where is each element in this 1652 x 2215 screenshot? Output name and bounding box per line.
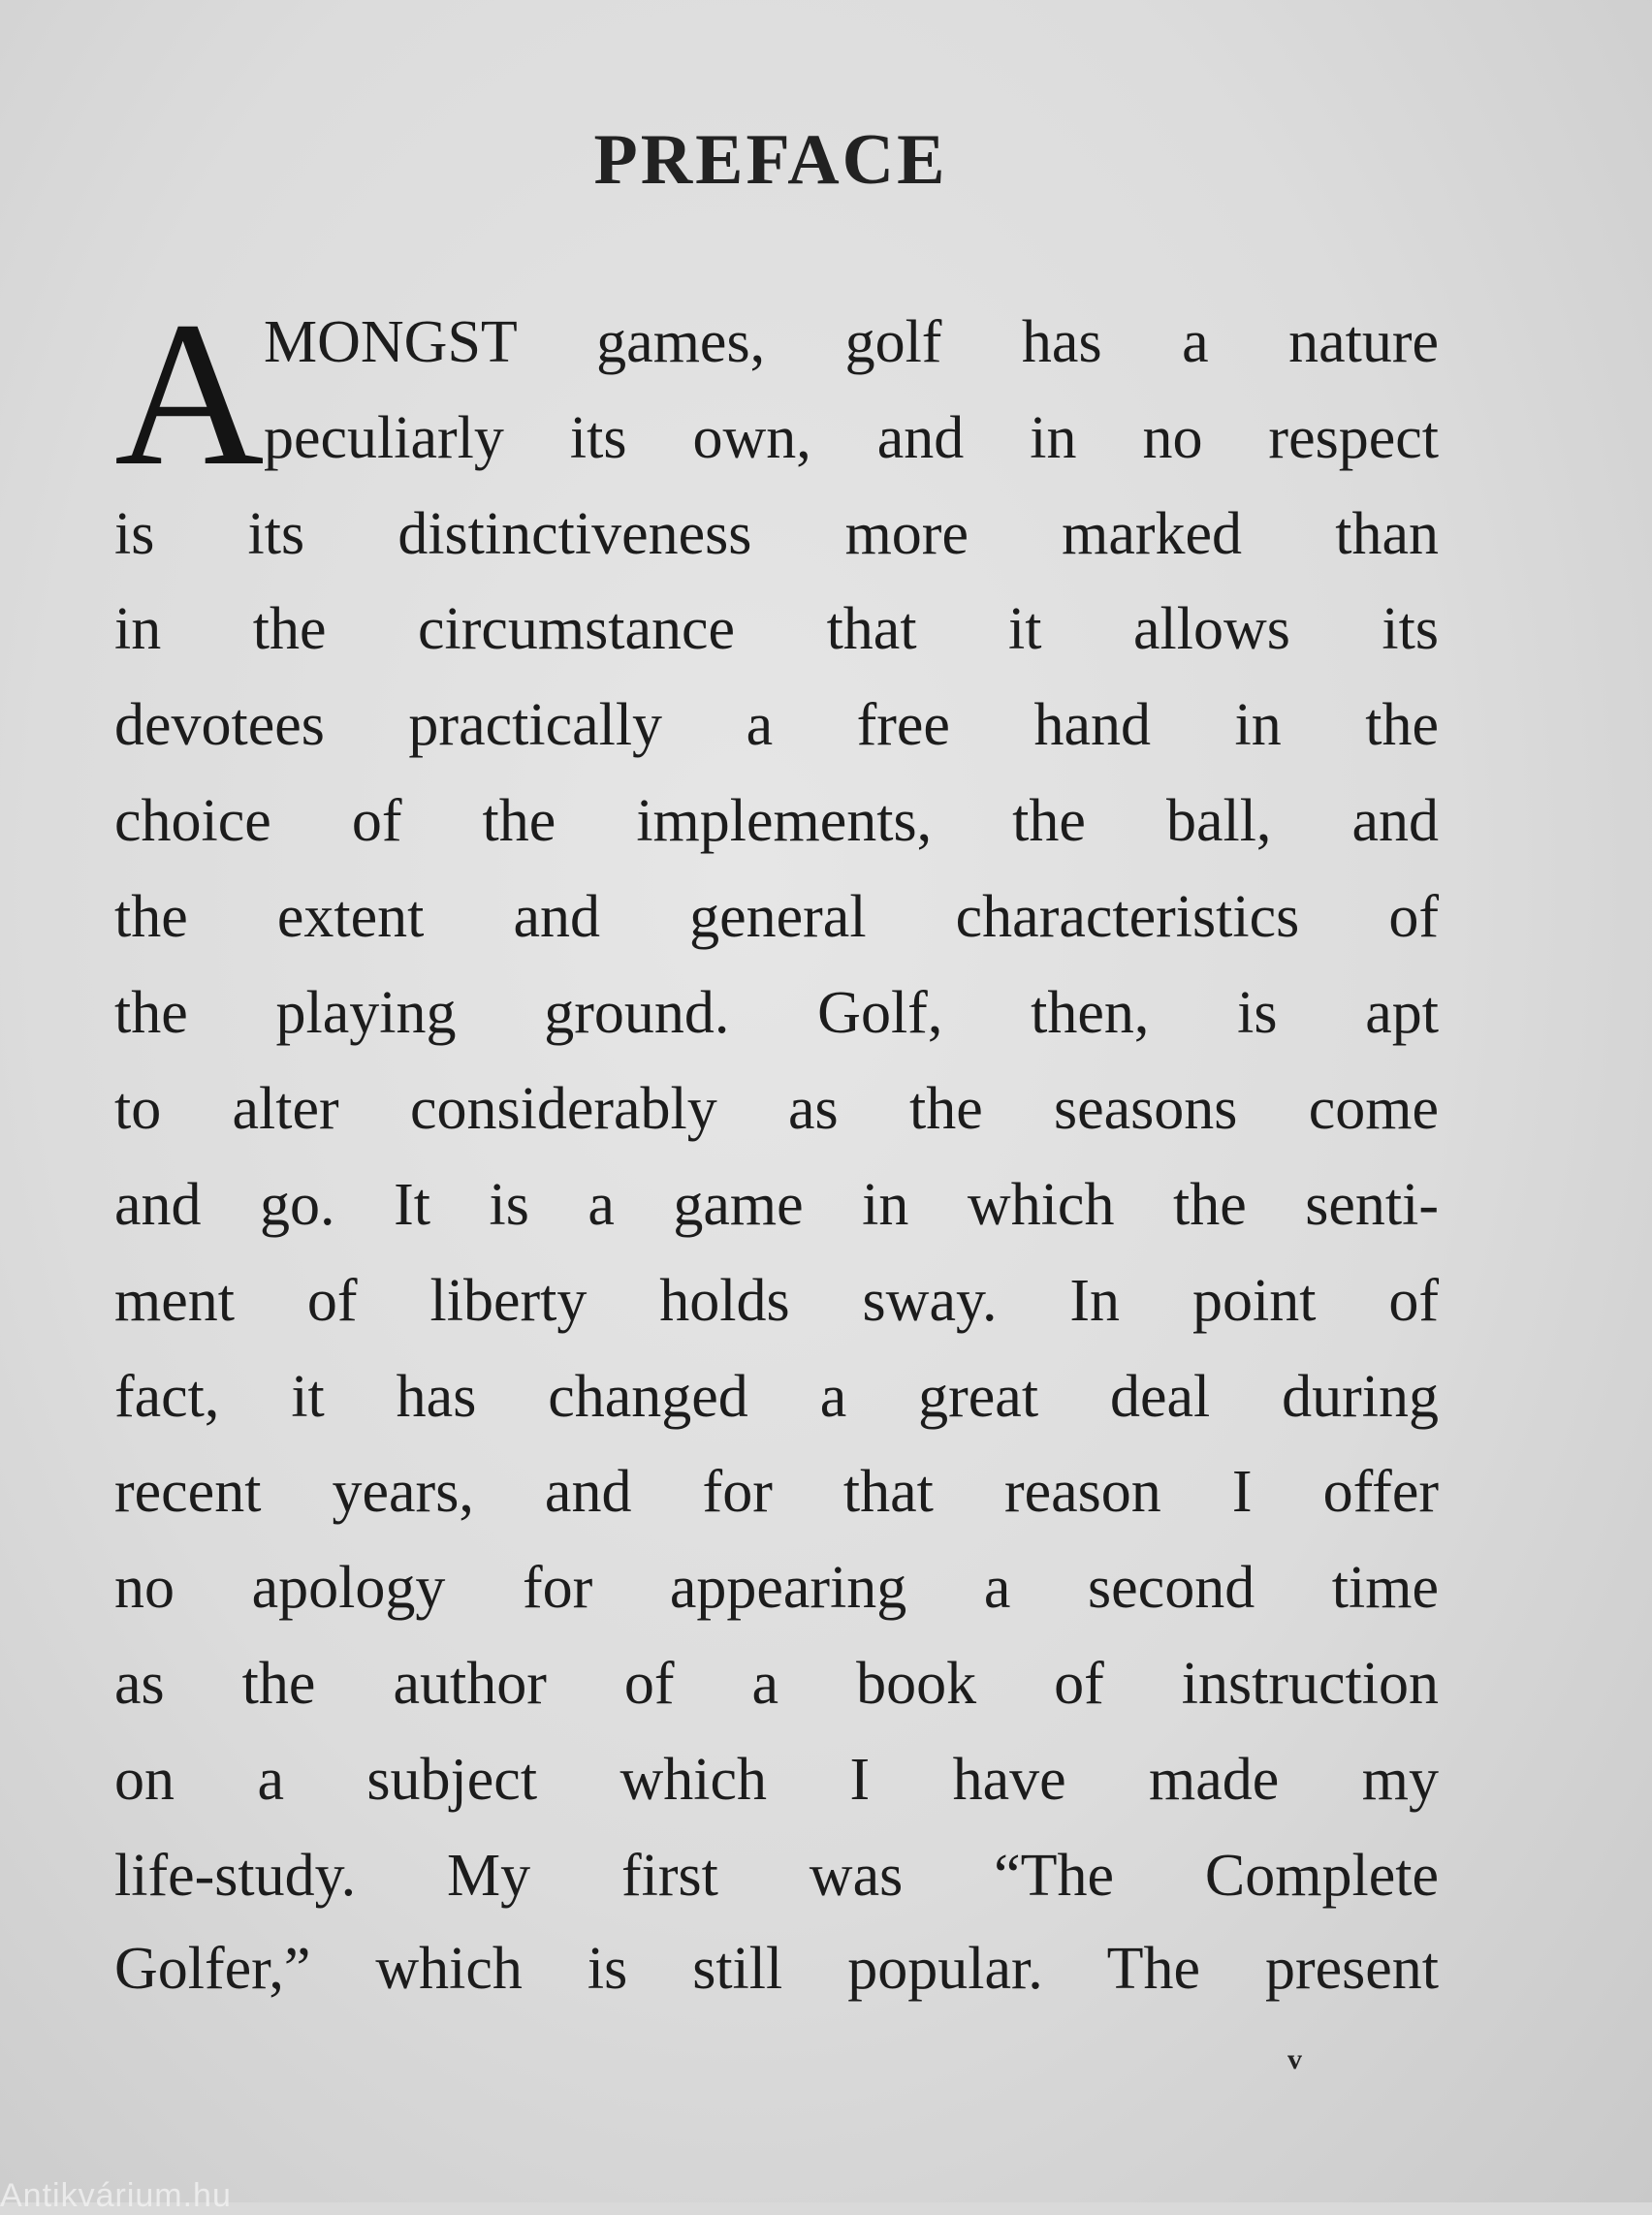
text-line: the extent and general characteristics of [114,884,1439,950]
drop-cap: A [114,279,265,509]
text-line: in the circumstance that it allows its [114,596,1439,662]
text-line: no apology for appearing a second time [114,1555,1439,1621]
text-line: life-study. My first was “The Complete [114,1843,1439,1909]
text-line: the playing ground. Golf, then, is apt [114,980,1439,1046]
text-line: ment of liberty holds sway. In point of [114,1268,1439,1334]
text-line: on a subject which I have made my [114,1747,1439,1813]
text-line: peculiarly its own, and in no respect [264,405,1439,471]
text-line: choice of the implements, the ball, and [114,788,1439,854]
text-line: is its distinctiveness more marked than [114,501,1439,567]
page-number: v [1287,2043,1302,2075]
text-line: MONGST games, golf has a nature [264,309,1439,375]
text-line: Golfer,” which is still popular. The present [114,1936,1439,2002]
watermark-text: Antikvárium.hu [0,2177,232,2214]
text-line: recent years, and for that reason I offer [114,1459,1439,1525]
text-line: to alter considerably as the seasons come [114,1076,1439,1142]
text-line: devotees practically a free hand in the [114,692,1439,758]
text-line: and go. It is a game in which the senti- [114,1172,1439,1238]
page-title: PREFACE [593,120,948,200]
text-line: fact, it has changed a great deal during [114,1364,1439,1430]
text-line: as the author of a book of instruction [114,1651,1439,1717]
